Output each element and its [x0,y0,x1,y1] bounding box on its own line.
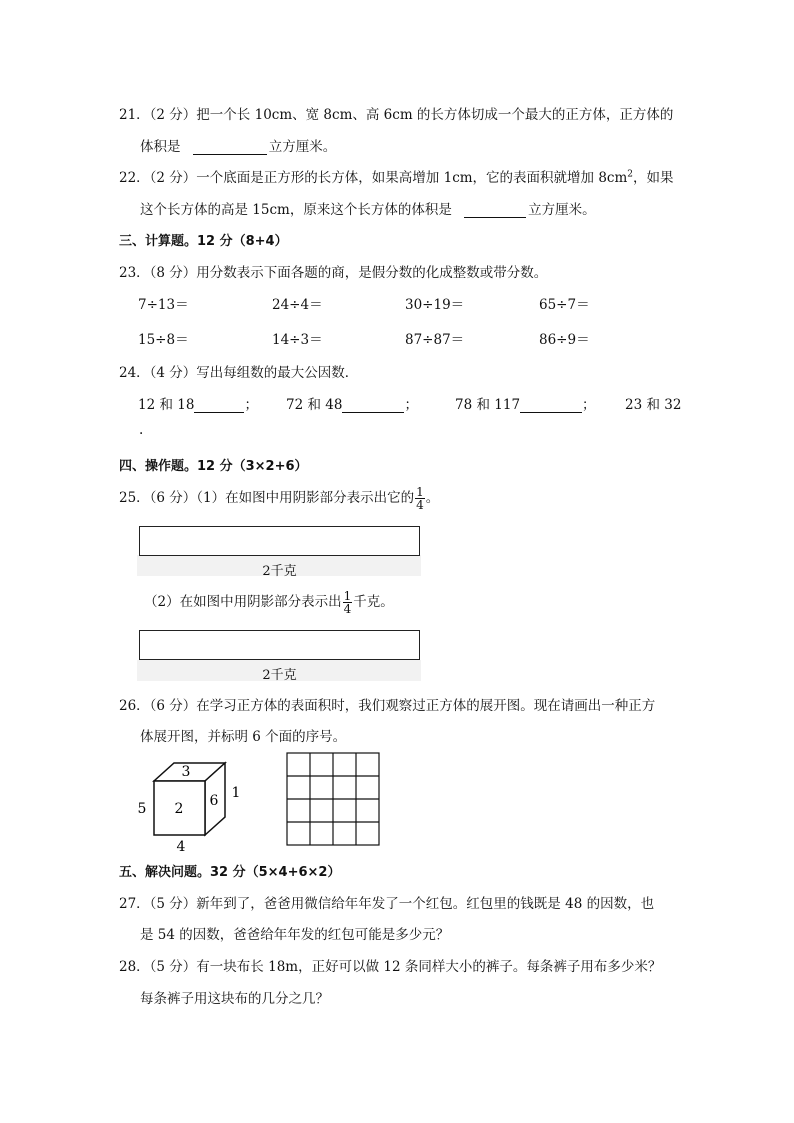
q23-item: 30÷19＝ [405,297,465,313]
fraction-denominator: 4 [416,498,424,512]
q24-period: . [139,422,144,438]
section-5-heading: 五、解决问题。32 分（5×4+6×2） [119,865,341,880]
q23-item: 86÷9＝ [539,332,590,348]
q24-item-label: 78 和 117 [455,397,521,413]
cube-label-top: 3 [181,764,191,780]
shading-bar-2[interactable] [139,630,420,660]
q24-item-label: 72 和 48 [286,397,343,413]
q25-part1-suffix: 。 [425,490,440,506]
cube-label-left: 5 [137,801,147,817]
cube-label-right: 6 [209,793,219,809]
q25-part2-suffix: 千克。 [353,594,394,610]
q23-title: 23．（8 分）用分数表示下面各题的商，是假分数的化成整数或带分数。 [119,265,548,281]
q25-part2 [144,590,394,615]
q28-line2: 每条裤子用这块布的几分之几？ [140,991,329,1007]
shading-bar-1[interactable] [139,526,420,556]
cube-label-front: 2 [174,801,184,817]
q24-answer-blank[interactable] [520,398,582,413]
q24-answer-blank[interactable] [342,398,404,413]
q21-line2-prefix: 体积是 [140,139,181,155]
q24-item-label: 12 和 18 [138,397,195,413]
q23-item: 14÷3＝ [272,332,323,348]
q22-answer-blank[interactable] [464,203,526,218]
q23-item: 7÷13＝ [138,297,189,313]
q21-line1: 21．（2 分）把一个长 10cm、宽 8cm、高 6cm 的长方体切成一个最大的正方体，正方体的 [119,107,674,123]
fraction-numerator: 1 [416,485,424,499]
q23-item: 87÷87＝ [405,332,465,348]
q24-separator: ； [582,397,596,413]
q22-line1 [119,166,674,186]
cube-label-bottom: 4 [176,839,186,855]
q24-separator: ； [404,397,418,413]
q21-line2 [140,135,336,155]
section-4-heading: 四、操作题。12 分（3×2+6） [119,459,308,474]
q24-answer-blank[interactable] [194,398,244,413]
bar-1-label: 2千克 [262,564,297,579]
q28-line1: 28．（5 分）有一块布长 18m，正好可以做 12 条同样大小的裤子。每条裤子用布多少米？ [119,959,662,975]
q26-line1: 26．（6 分）在学习正方体的表面积时，我们观察过正方体的展开图。现在请画出一种正方 [119,698,656,714]
q23-item: 65÷7＝ [539,297,590,313]
q26-line2: 体展开图，并标明 6 个面的序号。 [140,729,347,745]
q24-item [138,393,258,413]
cube-label-back: 1 [231,785,241,801]
q24-separator: ； [244,397,258,413]
q27-line2: 是 54 的因数，爸爸给年年发的红包可能是多少元？ [140,927,450,943]
q24-item [286,393,418,413]
q22-line2-prefix: 这个长方体的高是 15cm，原来这个长方体的体积是 [140,202,452,218]
fraction-denominator: 4 [343,602,352,616]
q22-line2-suffix: 立方厘米。 [528,202,596,218]
q27-line1: 27．（5 分）新年到了，爸爸用微信给年年发了一个红包。红包里的钱既是 48 的因数，也 [119,896,655,912]
fraction-one-quarter [343,590,353,615]
q23-item: 24÷4＝ [272,297,323,313]
q22-line1-text: 22．（2 分）一个底面是正方形的长方体，如果高增加 1cm，它的表面积就增加 8cm [119,170,628,186]
q22-superscript: 2 [627,169,634,180]
fraction-one-quarter [415,486,425,511]
q24-item [455,393,596,413]
q24-item-label: 23 和 32 [625,397,682,413]
section-3-heading: 三、计算题。12 分（8+4） [119,234,288,249]
fraction-numerator: 1 [343,589,352,603]
q25-part1-text: 25．（6 分）（1）在如图中用阴影部分表示出它的 [119,490,415,506]
net-drawing-grid[interactable] [286,752,380,846]
cube-figure [130,755,250,855]
q21-line2-suffix: 立方厘米。 [268,139,337,155]
q25-part2-text: （2）在如图中用阴影部分表示出 [144,594,342,610]
q24-title: 24．（4 分）写出每组数的最大公因数． [119,365,359,381]
q25-part1 [119,486,439,511]
q23-item: 15÷8＝ [138,332,189,348]
q22-line1-suffix: ，如果 [633,170,674,186]
q21-answer-blank[interactable] [193,140,267,155]
q22-line2 [140,198,596,218]
bar-2-label: 2千克 [262,668,297,683]
